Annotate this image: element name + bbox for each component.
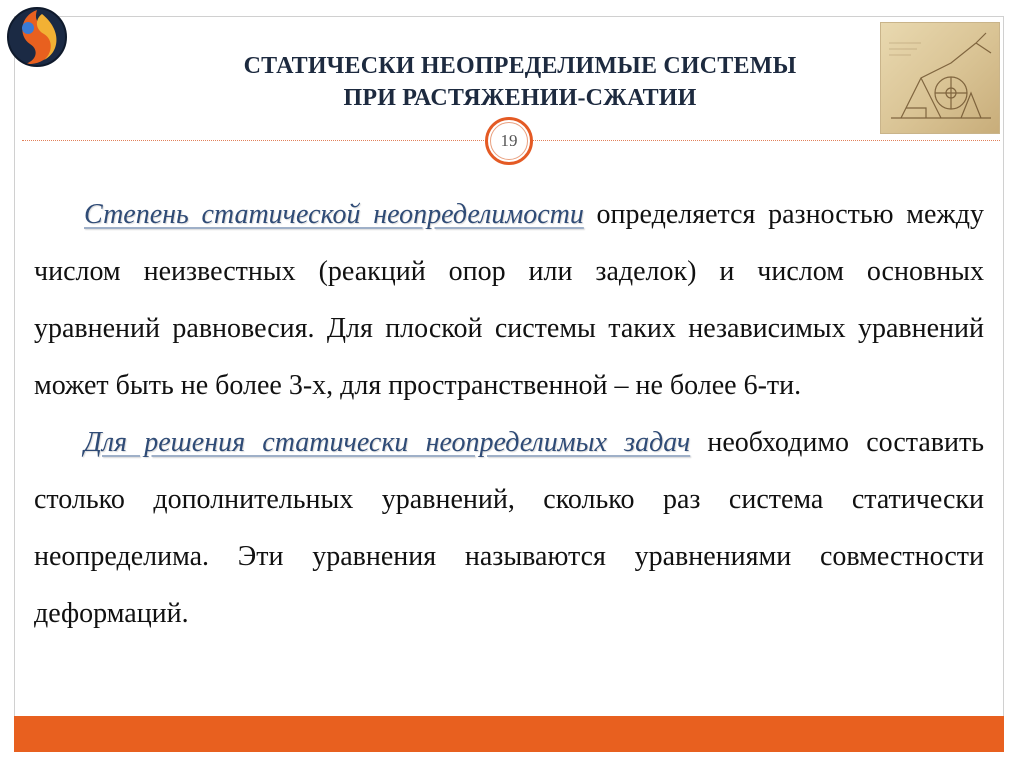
term-solving-indeterminate-problems: Для решения статически неопределимых задач: [84, 427, 691, 458]
title-line-1: СТАТИЧЕСКИ НЕОПРЕДЕЛИМЫЕ СИСТЕМЫ: [243, 53, 797, 79]
university-logo-icon: [6, 6, 68, 68]
paragraph-1-text: определяется разностью между числом неизвестных (реакций опор или заделок) и числом основных уравнений равновесия. Для плоской системы таких независимых уравнений может быть не более 3-х, для пространственной – не более 6-ти.: [34, 199, 985, 401]
title-line-2: ПРИ РАСТЯЖЕНИИ-СЖАТИИ: [343, 85, 697, 111]
term-degree-of-indeterminacy: Степень статической неопределимости: [84, 199, 584, 230]
page-number: 19: [490, 122, 528, 160]
page-number-badge: [485, 117, 533, 165]
slide-title: [120, 50, 920, 114]
footer-bar: [14, 716, 1004, 752]
paragraph-2: [34, 414, 984, 642]
paragraph-2-text: необходимо составить столько дополнительных уравнений, сколько раз система статически неопределима. Эти уравнения называются уравнениями совместности деформаций.: [34, 427, 984, 629]
paragraph-1: [34, 186, 984, 414]
slide-body: [34, 186, 984, 642]
